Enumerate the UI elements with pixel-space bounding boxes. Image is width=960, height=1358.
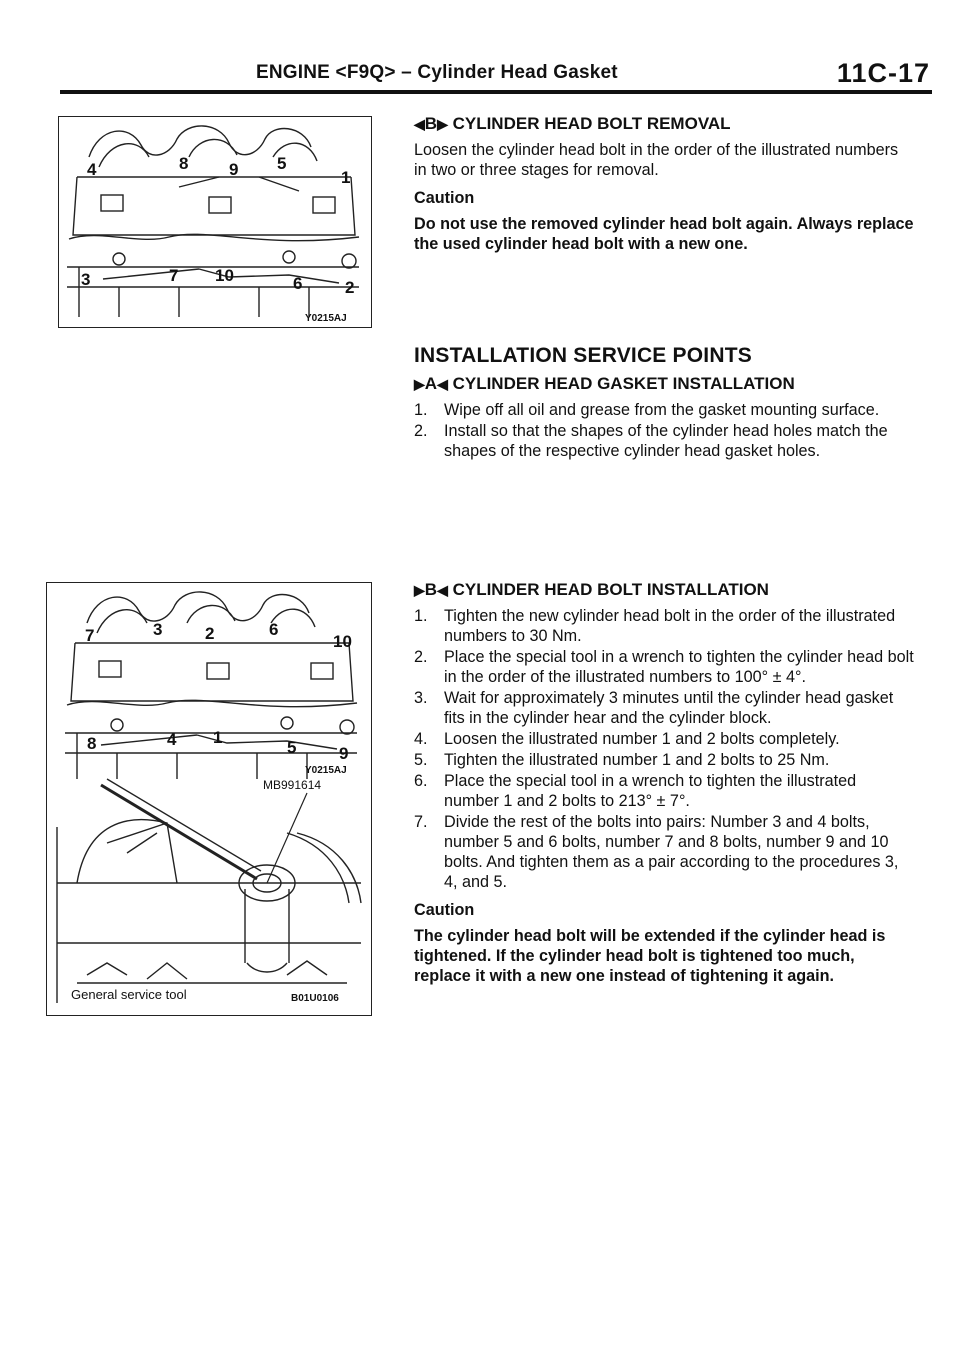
list-item — [414, 729, 914, 749]
bolt-number-label: 6 — [293, 274, 303, 293]
step-text: Install so that the shapes of the cylinder head holes match the shapes of the respective cylinder head gasket holes. — [444, 422, 888, 460]
tool-part-number: MB991614 — [263, 778, 322, 792]
bolt-number-label: 10 — [215, 266, 234, 285]
bolt-number-label: 7 — [85, 626, 95, 645]
triangle-right-icon: ▶ — [437, 116, 448, 132]
subsection-title — [414, 374, 914, 394]
step-text: Wait for approximately 3 minutes until the cylinder head gasket fits in the cylinder hear and the cylinder block. — [444, 689, 894, 727]
bolt-number-label: 4 — [87, 160, 97, 179]
caution-label: Caution — [414, 189, 475, 207]
step-text: Place the special tool in a wrench to tighten the cylinder head bolt in the order of the illustrated numbers to 100° ± 4°. — [444, 648, 914, 686]
bolt-steps-list — [414, 606, 914, 892]
bolt-number-label: 10 — [333, 632, 352, 651]
bolt-number-label: 2 — [205, 624, 215, 643]
bolt-number-label: 5 — [287, 738, 297, 757]
caution-label: Caution — [414, 901, 475, 919]
list-item — [414, 647, 914, 687]
bolt-number-label: 1 — [341, 168, 351, 187]
step-text: Wipe off all oil and grease from the gasket mounting surface. — [444, 401, 880, 419]
list-item — [414, 606, 914, 646]
figure-code: Y0215AJ — [305, 765, 347, 776]
triangle-left-icon: ◀ — [437, 582, 448, 598]
list-item — [414, 750, 914, 770]
list-item — [414, 400, 914, 420]
subsection-title-text: CYLINDER HEAD BOLT INSTALLATION — [452, 580, 769, 599]
bolt-number-label: 3 — [81, 270, 91, 289]
tool-caption: General service tool — [71, 987, 187, 1002]
figure-bolt-removal-order — [58, 116, 372, 328]
bolt-number-label: 9 — [229, 160, 239, 179]
step-text: Divide the rest of the bolts into pairs: Number 3 and 4 bolts, number 5 and 6 bolts, number 7 and 8 bolts, number 9 and 10 bolts. And tighten them as a pair according to the procedures 3, 4, and 5. — [444, 813, 899, 891]
header-rule — [60, 90, 932, 94]
triangle-left-icon: ◀ — [414, 116, 425, 132]
step-number: 2. — [414, 648, 428, 666]
section-title-text: CYLINDER HEAD BOLT REMOVAL — [452, 114, 731, 133]
section-bolt-removal — [414, 114, 914, 262]
step-number: 3. — [414, 689, 428, 707]
section-marker-letter: B — [424, 580, 438, 599]
list-item — [414, 812, 914, 892]
section-marker-letter: A — [424, 374, 438, 393]
bolt-number-label: 2 — [345, 278, 355, 297]
gasket-steps-list — [414, 400, 914, 461]
section-title — [414, 114, 914, 134]
engine-head-illustration-2 — [47, 583, 371, 1015]
triangle-left-icon: ◀ — [437, 376, 448, 392]
step-number: 1. — [414, 607, 428, 625]
bolt-number-label: 1 — [213, 728, 223, 747]
subsection-title — [414, 580, 914, 600]
step-number: 7. — [414, 813, 428, 831]
section-bolt-installation — [414, 580, 914, 994]
figure-bolt-installation-order — [46, 582, 372, 1016]
bolt-number-label: 7 — [169, 266, 179, 285]
bolt-number-label: 8 — [179, 154, 189, 173]
step-number: 4. — [414, 730, 428, 748]
engine-head-illustration-1 — [59, 117, 371, 327]
list-item — [414, 688, 914, 728]
page-code: 11C-17 — [836, 58, 930, 88]
bolt-number-label: 8 — [87, 734, 97, 753]
removal-instruction: Loosen the cylinder head bolt in the order of the illustrated numbers in two or three stages for removal. — [414, 141, 899, 179]
triangle-right-icon: ▶ — [414, 376, 425, 392]
figure-code: Y0215AJ — [305, 313, 347, 324]
list-item — [414, 771, 914, 811]
bolt-number-label: 3 — [153, 620, 163, 639]
list-item — [414, 421, 914, 461]
step-text: Tighten the illustrated number 1 and 2 bolts to 25 Nm. — [444, 751, 830, 769]
bolt-number-label: 4 — [167, 730, 177, 749]
step-text: Loosen the illustrated number 1 and 2 bolts completely. — [444, 730, 840, 748]
section-installation-service-points — [414, 346, 914, 462]
caution-text: Do not use the removed cylinder head bolt again. Always replace the used cylinder head bolt with a new one. — [414, 215, 914, 253]
installation-heading: INSTALLATION SERVICE POINTS — [414, 344, 752, 367]
section-marker-letter: B — [424, 114, 438, 133]
bolt-number-label: 6 — [269, 620, 279, 639]
bolt-number-label: 9 — [339, 744, 349, 763]
step-number: 2. — [414, 422, 428, 440]
step-number: 1. — [414, 401, 428, 419]
subsection-title-text: CYLINDER HEAD GASKET INSTALLATION — [452, 374, 795, 393]
bolt-number-label: 5 — [277, 154, 287, 173]
step-number: 6. — [414, 772, 428, 790]
caution-text: The cylinder head bolt will be extended if the cylinder head is tightened. If the cylinder head bolt is tightened too much, replace it with a new one instead of tightening it again. — [414, 927, 886, 985]
step-text: Tighten the new cylinder head bolt in the order of the illustrated numbers to 30 Nm. — [444, 607, 896, 645]
page-header-title: ENGINE <F9Q> – Cylinder Head Gasket — [256, 62, 618, 83]
step-number: 5. — [414, 751, 428, 769]
step-text: Place the special tool in a wrench to tighten the illustrated number 1 and 2 bolts to 213° ± 7°. — [444, 772, 857, 810]
triangle-right-icon: ▶ — [414, 582, 425, 598]
figure-code-2: B01U0106 — [291, 993, 339, 1004]
